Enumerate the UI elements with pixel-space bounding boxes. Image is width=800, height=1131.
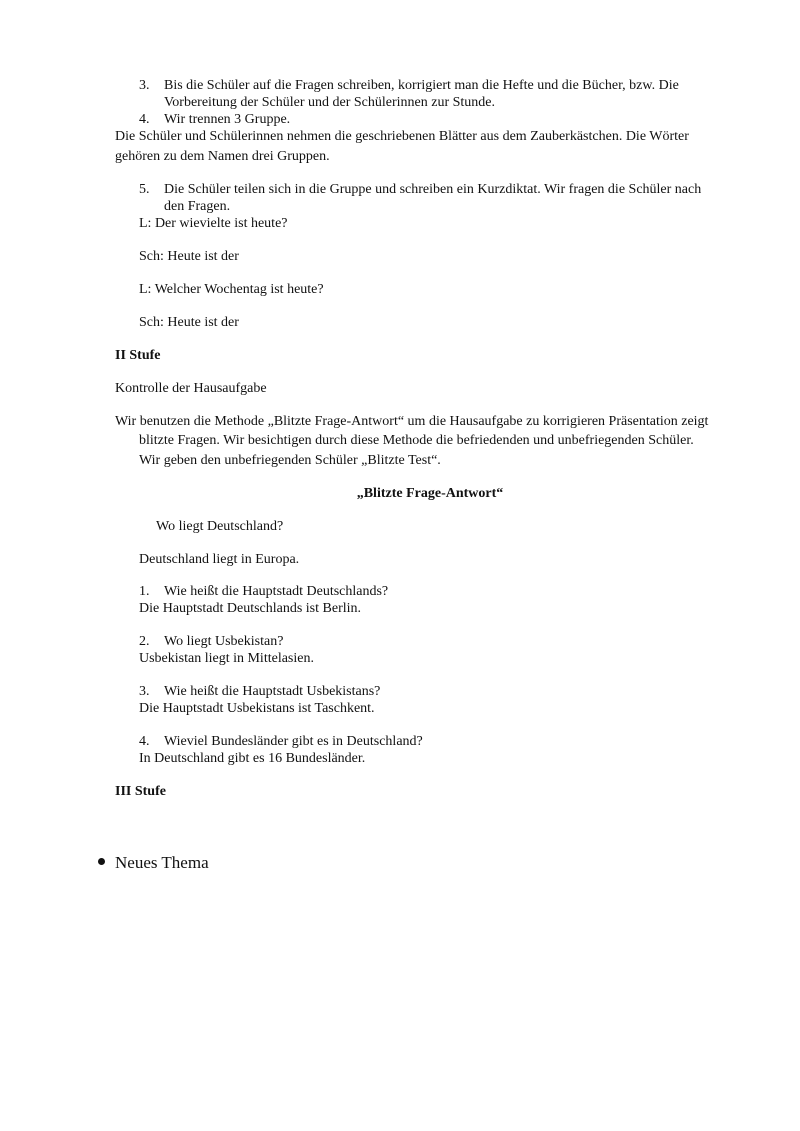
qa-number: 4. bbox=[139, 734, 150, 749]
paragraph-line: gehören zu dem Namen drei Gruppen. bbox=[115, 149, 330, 164]
list-item bbox=[139, 181, 701, 198]
paragraph-line: blitzte Fragen. Wir besichtigen durch diese Methode die befriedenden und unbefriegenden Schüler. bbox=[139, 433, 694, 448]
qa-number: 3. bbox=[139, 684, 150, 699]
qa-number: 1. bbox=[139, 584, 150, 599]
list-item bbox=[139, 77, 679, 94]
qa-answer: Die Hauptstadt Usbekistans ist Taschkent. bbox=[139, 701, 375, 716]
bullet-item: Neues Thema bbox=[115, 853, 209, 872]
list-item bbox=[139, 111, 290, 128]
qa-answer: In Deutschland gibt es 16 Bundesländer. bbox=[139, 751, 366, 766]
bullet-icon bbox=[98, 858, 105, 865]
list-text: Die Schüler teilen sich in die Gruppe und schreiben ein Kurzdiktat. Wir fragen die Schüler nach bbox=[164, 182, 702, 197]
dialog-line: Sch: Heute ist der bbox=[139, 315, 239, 330]
list-text-continued: Vorbereitung der Schüler und der Schülerinnen zur Stunde. bbox=[164, 95, 495, 110]
list-number: 3. bbox=[139, 78, 150, 93]
list-number: 5. bbox=[139, 182, 150, 197]
qa-item bbox=[139, 683, 380, 700]
qa-answer: Deutschland liegt in Europa. bbox=[139, 552, 300, 567]
list-text-continued: den Fragen. bbox=[164, 199, 231, 214]
list-number: 4. bbox=[139, 112, 150, 127]
section-heading: III Stufe bbox=[115, 784, 166, 799]
dialog-line: L: Welcher Wochentag ist heute? bbox=[139, 282, 324, 297]
qa-number: 2. bbox=[139, 634, 150, 649]
qa-title: „Blitzte Frage-Antwort“ bbox=[356, 486, 504, 501]
paragraph-line: Wir geben den unbefriegenden Schüler „Blitzte Test“. bbox=[139, 453, 441, 468]
qa-answer: Usbekistan liegt in Mittelasien. bbox=[139, 651, 314, 666]
qa-item bbox=[139, 583, 388, 600]
qa-question: Wie heißt die Hauptstadt Usbekistans? bbox=[164, 684, 381, 699]
list-text: Wir trennen 3 Gruppe. bbox=[164, 112, 291, 127]
qa-question: Wo liegt Deutschland? bbox=[156, 519, 284, 534]
paragraph-line: Wir benutzen die Methode „Blitzte Frage-Antwort“ um die Hausaufgabe zu korrigieren Präsentation zeigt bbox=[115, 414, 709, 429]
dialog-line: Sch: Heute ist der bbox=[139, 249, 239, 264]
list-text: Bis die Schüler auf die Fragen schreiben, korrigiert man die Hefte und die Bücher, bzw. Die bbox=[164, 78, 679, 93]
qa-item bbox=[139, 633, 283, 650]
qa-question: Wo liegt Usbekistan? bbox=[164, 634, 284, 649]
qa-answer: Die Hauptstadt Deutschlands ist Berlin. bbox=[139, 601, 362, 616]
qa-question: Wie heißt die Hauptstadt Deutschlands? bbox=[164, 584, 389, 599]
qa-question: Wieviel Bundesländer gibt es in Deutschland? bbox=[164, 734, 423, 749]
section-subheading: Kontrolle der Hausaufgabe bbox=[115, 381, 267, 396]
qa-item bbox=[139, 733, 423, 750]
dialog-line: L: Der wievielte ist heute? bbox=[139, 216, 288, 231]
section-heading: II Stufe bbox=[115, 348, 161, 363]
paragraph-line: Die Schüler und Schülerinnen nehmen die geschriebenen Blätter aus dem Zauberkästchen. Die Wörter bbox=[115, 129, 689, 144]
